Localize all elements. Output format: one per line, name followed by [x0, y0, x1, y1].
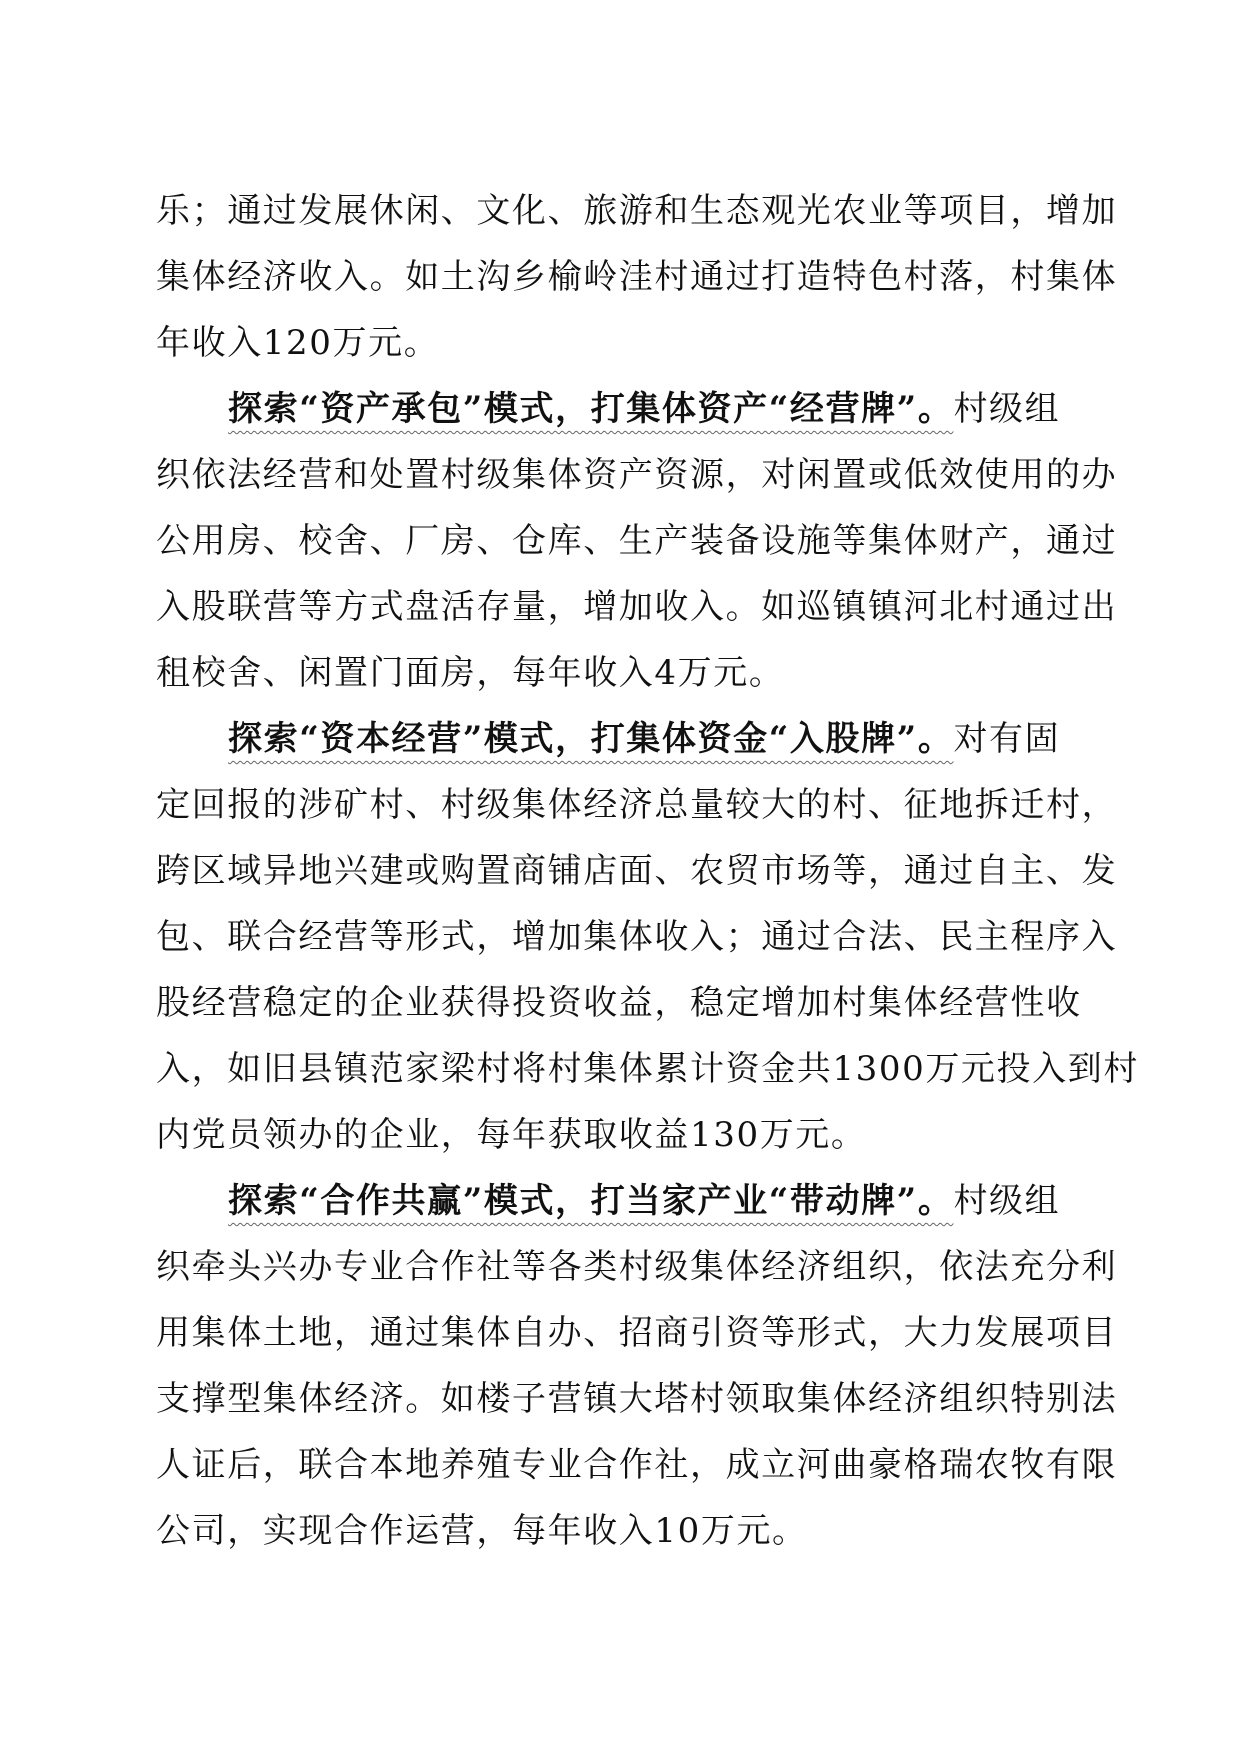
section-heading: 探索“资产承包”模式，打集体资产“经营牌”。 [228, 389, 954, 429]
document-page [156, 178, 1139, 1564]
paragraph-line: 定回报的涉矿村、村级集体经济总量较大的村、征地拆迁村， [156, 785, 1118, 825]
paragraph-line: 入，如旧县镇范家梁村将村集体累计资金共1300万元投入到村 [156, 1049, 1139, 1089]
section-heading: 探索“合作共赢”模式，打当家产业“带动牌”。 [228, 1181, 954, 1221]
paragraph-first-line [156, 706, 1078, 772]
paragraph-line: 公用房、校舍、厂房、仓库、生产装备设施等集体财产，通过 [156, 521, 1118, 561]
paragraph-first-line [156, 1168, 1078, 1234]
paragraph-line: 年收入120万元。 [156, 323, 440, 363]
paragraph-cooperation-win-win [156, 1168, 1118, 1564]
paragraph-line: 集体经济收入。如土沟乡榆岭洼村通过打造特色村落，村集体 [156, 257, 1118, 297]
paragraph-line: 对有固 [953, 719, 1061, 759]
paragraph-line: 村级组 [953, 389, 1061, 429]
paragraph-line: 租校舍、闲置门面房，每年收入4万元。 [156, 653, 785, 693]
paragraph-line: 织牵头兴办专业合作社等各类村级集体经济组织，依法充分利 [156, 1247, 1118, 1287]
paragraph-continuation [156, 178, 1118, 376]
paragraph-capital-operation [156, 706, 1139, 1168]
paragraph-asset-contracting [156, 376, 1118, 706]
paragraph-first-line [156, 376, 1078, 442]
paragraph-line: 包、联合经营等形式，增加集体收入；通过合法、民主程序入 [156, 917, 1118, 957]
section-heading: 探索“资本经营”模式，打集体资金“入股牌”。 [228, 719, 954, 759]
paragraph-line: 人证后，联合本地养殖专业合作社，成立河曲豪格瑞农牧有限 [156, 1445, 1118, 1485]
paragraph-line: 跨区域异地兴建或购置商铺店面、农贸市场等，通过自主、发 [156, 851, 1118, 891]
paragraph-line: 内党员领办的企业，每年获取收益130万元。 [156, 1115, 867, 1155]
paragraph-line: 织依法经营和处置村级集体资产资源，对闲置或低效使用的办 [156, 455, 1118, 495]
paragraph-line: 入股联营等方式盘活存量，增加收入。如巡镇镇河北村通过出 [156, 587, 1118, 627]
paragraph-line: 用集体土地，通过集体自办、招商引资等形式，大力发展项目 [156, 1313, 1118, 1353]
paragraph-line: 支撑型集体经济。如楼子营镇大塔村领取集体经济组织特别法 [156, 1379, 1118, 1419]
paragraph-line: 村级组 [953, 1181, 1061, 1221]
paragraph-line: 公司，实现合作运营，每年收入10万元。 [156, 1511, 808, 1551]
paragraph-line: 乐；通过发展休闲、文化、旅游和生态观光农业等项目，增加 [156, 191, 1118, 231]
paragraph-line: 股经营稳定的企业获得投资收益，稳定增加村集体经营性收 [156, 983, 1082, 1023]
